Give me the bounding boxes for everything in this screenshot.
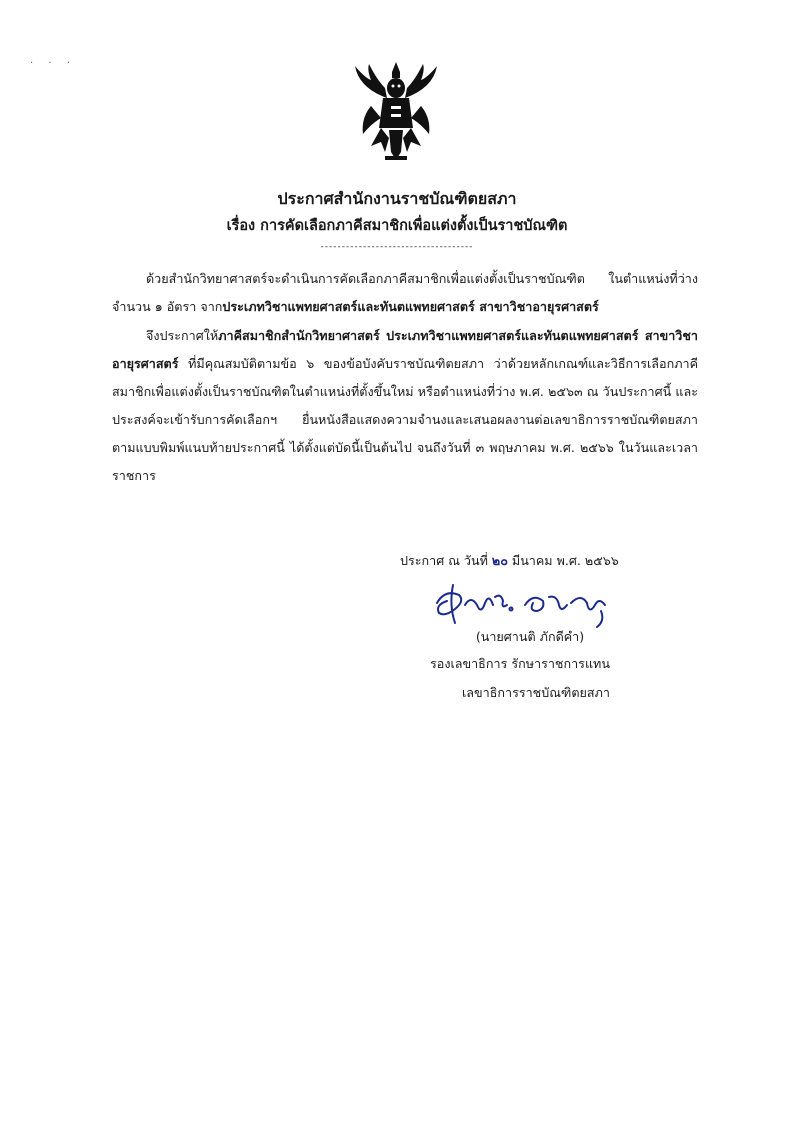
handwritten-signature — [425, 575, 625, 633]
date-day: ๒๐ — [491, 553, 508, 568]
announcement-title: ประกาศสำนักงานราชบัณฑิตยสภา — [277, 189, 517, 208]
signer-position: รองเลขาธิการ รักษาราชการแทน — [430, 656, 610, 671]
announcement-date: ประกาศ ณ วันที่ ๒๐ มีนาคม พ.ศ. ๒๕๖๖ — [400, 553, 619, 568]
paragraph-2 — [112, 322, 698, 490]
p2-intro: จึงประกาศให้ — [146, 328, 219, 343]
p2-bold-2: สาขาวิชาอายุรศาสตร์ — [112, 328, 698, 371]
scan-specks: · · · — [30, 58, 76, 69]
p1-bold-text: ประเภทวิชาแพทยศาสตร์และทันตแพทยศาสตร์ สาขาวิชาอายุรศาสตร์ — [222, 299, 599, 314]
signer-name: (นายศานติ ภักดีคำ) — [475, 629, 585, 644]
p1-text: ด้วยสำนักวิทยาศาสตร์จะดำเนินการคัดเลือกภาคีสมาชิกเพื่อแต่งตั้งเป็นราชบัณฑิต ในตำแหน่งที่ว่าง จำนวน ๑ อัตรา จาก — [112, 271, 698, 314]
signer-office: เลขาธิการราชบัณฑิตยสภา — [462, 685, 610, 700]
garuda-emblem-icon — [351, 58, 441, 168]
separator-line: ------------------------------------ — [320, 242, 474, 252]
p2-bold-1: ภาคีสมาชิกสำนักวิทยาศาสตร์ ประเภทวิชาแพทยศาสตร์และทันตแพทยศาสตร์ — [218, 328, 645, 343]
announcement-subject: เรื่อง การคัดเลือกภาคีสมาชิกเพื่อแต่งตั้งเป็นราชบัณฑิต — [226, 218, 568, 234]
paragraph-1 — [112, 265, 698, 321]
p2-rest: ที่มีคุณสมบัติตามข้อ ๖ ของข้อบังคับราชบัณฑิตยสภา ว่าด้วยหลักเกณฑ์และวิธีการเลือกภาคีสมาชิกเพื่อแต่งตั้งเป็นราชบัณฑิตในตำแหน่งที่ตั้งขึ้นใหม่ หรือตำแหน่งที่ว่าง พ.ศ. ๒๕๖๓ ณ วันประกาศนี้ และประสงค์จะเข้ารับการคัดเลือกฯ ยื่นหนังสือแสดงความจำนงและเสนอผลงานต่อเลขาธิการราชบัณฑิตยสภาตามแบบพิมพ์แนบท้ายประกาศนี้ ได้ตั้งแต่บัดนี้เป็นต้นไป จนถึงวันที่ ๓ พฤษภาคม พ.ศ. ๒๕๖๖ ในวันและเวลาราชการ — [112, 356, 698, 483]
